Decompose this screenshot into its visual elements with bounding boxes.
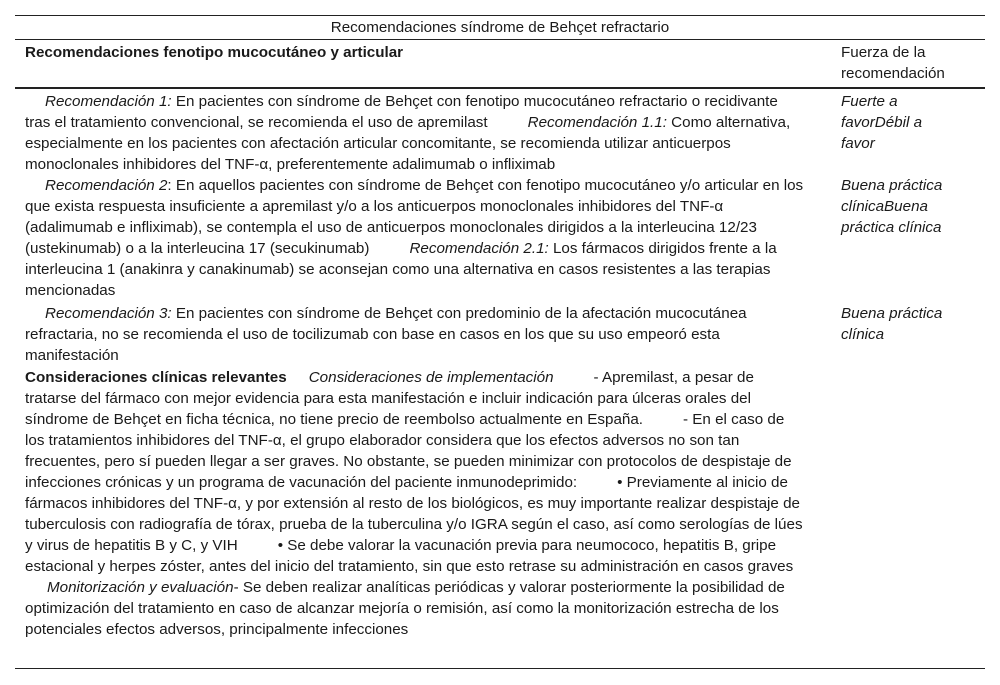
recommendation-2-strength: Buena práctica clínicaBuena práctica clínica bbox=[841, 177, 943, 236]
implementation-text-1: - Apremilast, a pesar de tratarse del fármaco con mejor evidencia para esta manifestación e incluir indicación para úlceras orales del síndrome de Behçet en ficha técnica, no tiene precio de reembolso actualmente en España. bbox=[25, 369, 754, 428]
recommendation-1-text: Recomendación 1: En pacientes con síndrome de Behçet con fenotipo mucocutáneo refractario o recidivante tras el tratamiento convencional, se recomienda el uso de apremilast Recomendación 1.1: Como alternativa, especialmente en los pacientes con afectación articular concomitante, se recomienda utilizar anticuerpos monoclonales inhibidores del TNF-α, preferentemente adalimumab o infliximab bbox=[25, 93, 791, 173]
considerations-title: Consideraciones clínicas relevantes bbox=[25, 369, 287, 386]
strength-header-line1: Fuerza de la bbox=[841, 44, 926, 61]
monitoring-label: Monitorización y evaluación bbox=[47, 579, 234, 596]
table-header-row bbox=[15, 40, 985, 89]
implementation-label: Consideraciones de implementación bbox=[308, 369, 554, 386]
table-title: Recomendaciones síndrome de Behçet refractario bbox=[15, 16, 985, 40]
recommendation-1-strength: Fuerte a favorDébil a favor bbox=[841, 93, 923, 152]
recommendation-3-strength: Buena práctica clínica bbox=[841, 305, 943, 343]
recommendation-2-1-label: Recomendación 2.1: bbox=[409, 240, 549, 257]
considerations-row bbox=[15, 367, 985, 667]
tuberculosis-bullet: • Previamente al inicio de fármacos inhibidores del TNF-α, y por extensión al resto de los biológicos, es muy importante realizar despistaje de tuberculosis con radiografía de tórax, prueba de la tuberculina y/o IGRA según el caso, así como serologías de lúes y virus de hepatitis B y C, y VIH bbox=[25, 474, 803, 554]
recommendation-1-label: Recomendación 1: bbox=[45, 93, 172, 110]
section-header: Recomendaciones fenotipo mucocutáneo y articular bbox=[25, 44, 404, 61]
recommendation-row-2 bbox=[15, 173, 985, 301]
recommendations-table bbox=[15, 15, 985, 667]
recommendation-3-label: Recomendación 3: bbox=[45, 305, 172, 322]
vaccination-bullet: • Se debe valorar la vacunación previa para neumococo, hepatitis B, gripe estacional y herpes zóster, antes del inicio del tratamiento, sin que esto retrase su administración en casos graves bbox=[25, 537, 794, 575]
monitoring-text: - Se deben realizar analíticas periódicas y valorar posteriormente la posibilidad de optimización del tratamiento en caso de alcanzar mejoría o remisión, así como la monitorización estrecha de los potenciales efectos adversos, principalmente infecciones bbox=[25, 579, 785, 638]
strength-column-header bbox=[841, 42, 981, 84]
recommendation-3-text: Recomendación 3: En pacientes con síndrome de Behçet con predominio de la afectación mucocutánea refractaria, no se recomienda el uso de tocilizumab con base en casos en los que su uso empeoró esta manifestación bbox=[25, 305, 747, 364]
strength-header-line2: recomendación bbox=[841, 65, 945, 82]
table-bottom-rule bbox=[15, 668, 985, 669]
recommendation-2-label: Recomendación 2 bbox=[45, 177, 168, 194]
recommendation-2-text: Recomendación 2: En aquellos pacientes con síndrome de Behçet con fenotipo mucocutáneo y/o articular en los que exista respuesta insuficiente a apremilast y/o a los anticuerpos monoclonales inhibidores del TNF-α (adalimumab e infliximab), se contempla el uso de anticuerpos monoclonales dirigidos a la interleucina 12/23 (ustekinumab) o a la interleucina 17 (secukinumab) Recomendación 2.1: Los fármacos dirigidos frente a la interleucina 1 (anakinra y canakinumab) se aconsejan como una alternativa en casos resistentes a las terapias mencionadas bbox=[25, 177, 804, 299]
considerations-text bbox=[25, 367, 805, 640]
recommendation-row-3 bbox=[15, 301, 985, 367]
recommendation-row-1 bbox=[15, 89, 985, 173]
recommendation-1-1-label: Recomendación 1.1: bbox=[527, 114, 667, 131]
implementation-text-2: - En el caso de los tratamientos inhibidores del TNF-α, el grupo elaborador considera que los efectos adversos no son tan frecuentes, pero sí pueden llegar a ser graves. No obstante, se pueden minimizar con protocolos de despistaje de infecciones crónicas y un programa de vacunación del paciente inmunodeprimido: bbox=[25, 411, 792, 491]
